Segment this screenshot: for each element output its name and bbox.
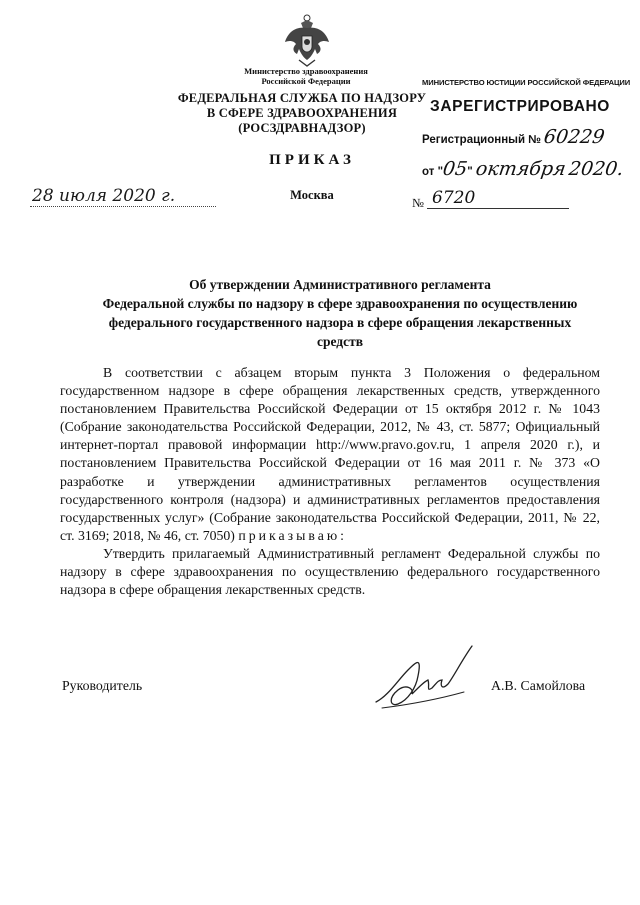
order-date: 28 июля 2020 г. — [32, 186, 176, 206]
order-keyword: приказываю: — [238, 527, 347, 543]
stamp-date-year: 2020. — [567, 158, 625, 180]
stamp-reg-number-line: Регистрационный № 60229 — [422, 126, 607, 148]
stamp-header: МИНИСТЕРСТВО ЮСТИЦИИ РОССИЙСКОЙ ФЕДЕРАЦИИ — [422, 78, 631, 87]
agency-name: ФЕДЕРАЛЬНАЯ СЛУЖБА ПО НАДЗОРУ В СФЕРЕ ЗДРАВООХРАНЕНИЯ (РОСЗДРАВНАДЗОР) — [177, 91, 427, 135]
handwritten-signature-icon — [368, 636, 488, 716]
state-emblem-icon — [282, 14, 332, 68]
paragraph-resolution: Утвердить прилагаемый Административный регламент Федеральной службы по надзору в сфере здравоохранения по осуществлению федерального государственного надзора в сфере обращения лекарственных средств. — [60, 545, 600, 598]
document-title: Об утверждении Административного регламента Федеральной службы по надзору в сфере здравоохранения по осуществлению федерального государственного надзора в сфере обращения лекарственных средств — [102, 277, 578, 349]
order-date-underline — [30, 206, 216, 207]
order-number-label: № — [412, 196, 424, 210]
order-title: ПРИКАЗ — [269, 152, 355, 168]
signatory-name: А.В. Самойлова — [491, 678, 586, 693]
stamp-date-line: от "05" октября 2020. — [422, 158, 625, 180]
registration-stamp — [422, 78, 631, 180]
stamp-date-month: октября — [474, 158, 568, 180]
stamp-status: ЗАРЕГИСТРИРОВАНО — [430, 98, 610, 115]
ministry-name: Министерство здравоохранения Российской Федерации — [244, 66, 368, 86]
signatory-position: Руководитель — [62, 678, 143, 693]
paragraph-legal-basis: В соответствии с абзацем вторым пункта 3 Положения о федеральном государственном надзоре в сфере обращения лекарственных средств, утвержденного постановлением Правительства Российской Федерации от 15 октября 2012 г. № 1043 (Собрание законодательства Российской Федерации, 2012, № 43, ст. 5877; Официальный интернет-портал правовой информации http://www.pravo.gov.ru, 1 апреля 2020 г.), и постановлением Правительства Российской Федерации от 16 мая 2011 г. № 373 «О разработке и утверждении административных регламентов осуществления государственного контроля (надзора) и административных регламентов предоставления государственных услуг» (Собрание законодательства Российской Федерации, 2011, № 22, ст. 3169; 2018, № 46, ст. 7050) приказываю: — [60, 365, 600, 543]
order-number-underline — [427, 208, 569, 209]
stamp-reg-number: 60229 — [542, 126, 607, 148]
order-number: 6720 — [432, 188, 476, 208]
stamp-date-day: 05 — [441, 158, 469, 180]
order-city: Москва — [290, 188, 334, 202]
document-body — [60, 364, 600, 599]
